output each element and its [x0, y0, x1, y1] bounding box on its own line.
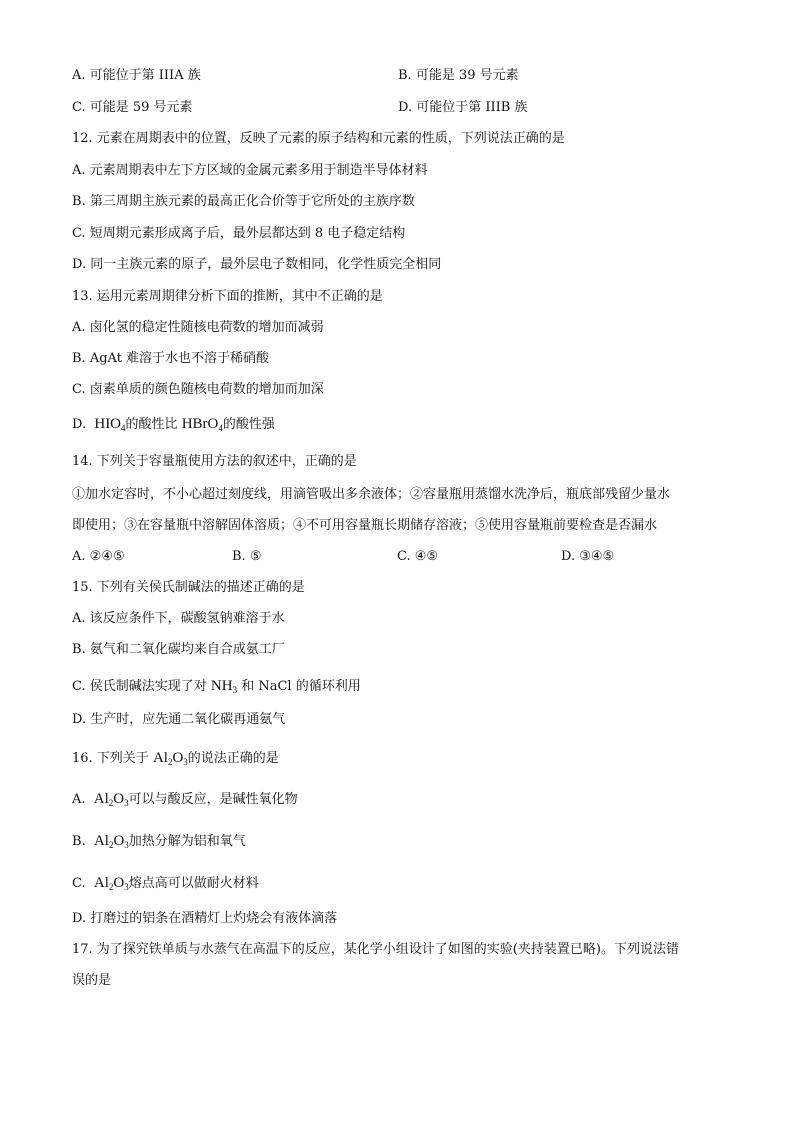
- formula-al2o3: $Al_2O_3$: [152, 750, 188, 767]
- q16-option-c-text: 熔点高可以做耐火材料: [128, 876, 259, 891]
- q13-option-d: [72, 415, 275, 437]
- q16-option-b-prefix: B.: [72, 834, 86, 849]
- q11-option-d: D. 可能位于第 IIIB 族: [398, 100, 528, 115]
- q16-stem-pre: 16. 下列关于: [72, 751, 149, 766]
- q16-option-b-text: 加热分解为铝和氧气: [128, 834, 246, 849]
- q16-option-c-prefix: C.: [72, 876, 86, 891]
- q17-stem-line1: 17. 为了探究铁单质与水蒸气在高温下的反应，某化学小组设计了如图的实验(夹持装置已略)。下列说法错: [72, 942, 679, 957]
- q16-option-d: D. 打磨过的铝条在酒精灯上灼烧会有液体滴落: [72, 911, 338, 926]
- formula-nh3: $NH_3$: [210, 678, 238, 695]
- q15-option-b: B. 氨气和二氧化碳均来自合成氨工厂: [72, 642, 285, 657]
- q14-option-c: C. ④⑤: [397, 549, 439, 564]
- q14-body-line2: 即使用；③在容量瓶中溶解固体溶质；④不可用容量瓶长期储存溶液；⑤使用容量瓶前要检查是否漏水: [72, 518, 658, 533]
- q13-option-d-prefix: D.: [72, 417, 87, 432]
- q11-option-c: C. 可能是 59 号元素: [72, 100, 193, 115]
- q16-stem: [72, 749, 279, 771]
- q15-option-c-pre: C. 侯氏制碱法实现了对: [72, 679, 207, 694]
- q16-option-a-text: 可以与酸反应，是碱性氧化物: [128, 792, 298, 807]
- q16-option-a: [72, 790, 298, 812]
- formula-al2o3: $Al_2O_3$: [93, 791, 129, 808]
- q12-stem: 12. 元素在周期表中的位置，反映了元素的原子结构和元素的性质，下列说法正确的是: [72, 131, 565, 146]
- q14-option-b: B. ⑤: [232, 549, 262, 564]
- q12-option-d: D. 同一主族元素的原子，最外层电子数相同，化学性质完全相同: [72, 257, 442, 272]
- q11-option-b: B. 可能是 39 号元素: [398, 68, 519, 83]
- q13-option-d-end: 的酸性强: [222, 417, 275, 432]
- q13-stem: 13. 运用元素周期律分析下面的推断，其中不正确的是: [72, 289, 383, 304]
- q15-option-a: A. 该反应条件下，碳酸氢钠难溶于水: [72, 611, 285, 626]
- q13-option-b: B. AgAt 难溶于水也不溶于稀硝酸: [72, 351, 270, 366]
- q16-option-c: [72, 874, 259, 896]
- q13-option-a: A. 卤化氢的稳定性随核电荷数的增加而减弱: [72, 320, 324, 335]
- q11-option-a: A. 可能位于第 IIIA 族: [72, 68, 201, 83]
- q15-option-c: [72, 677, 361, 699]
- q13-option-d-mid: 的酸性比: [125, 417, 178, 432]
- q15-option-d: D. 生产时，应先通二氧化碳再通氨气: [72, 712, 286, 727]
- q16-option-b: [72, 832, 246, 854]
- q16-stem-post: 的说法正确的是: [187, 751, 279, 766]
- formula-hbro4: HBrO$_4$: [181, 416, 223, 433]
- q12-option-b: B. 第三周期主族元素的最高正化合价等于它所处的主族序数: [72, 194, 415, 209]
- q12-option-c: C. 短周期元素形成离子后，最外层都达到 8 电子稳定结构: [72, 226, 406, 241]
- formula-al2o3: $Al_2O_3$: [93, 875, 129, 892]
- q13-option-c: C. 卤素单质的颜色随核电荷数的增加而加深: [72, 382, 324, 397]
- q14-option-d: D. ③④⑤: [561, 549, 615, 564]
- q14-option-a: A. ②④⑤: [72, 549, 125, 564]
- q12-option-a: A. 元素周期表中左下方区域的金属元素多用于制造半导体材料: [72, 163, 428, 178]
- q15-option-c-post: 和 NaCl 的循环利用: [241, 679, 361, 694]
- formula-hio4: $HIO_4$: [94, 416, 126, 433]
- formula-al2o3: $Al_2O_3$: [93, 833, 129, 850]
- q14-body-line1: ①加水定容时，不小心超过刻度线，用滴管吸出多余液体；②容量瓶用蒸馏水洗净后，瓶底部残留少量水: [72, 487, 671, 502]
- q16-option-a-prefix: A.: [72, 792, 86, 807]
- q17-stem-line2: 误的是: [72, 973, 112, 988]
- q14-stem: 14. 下列关于容量瓶使用方法的叙述中，正确的是: [72, 454, 357, 469]
- q15-stem: 15. 下列有关侯氏制碱法的描述正确的是: [72, 580, 305, 595]
